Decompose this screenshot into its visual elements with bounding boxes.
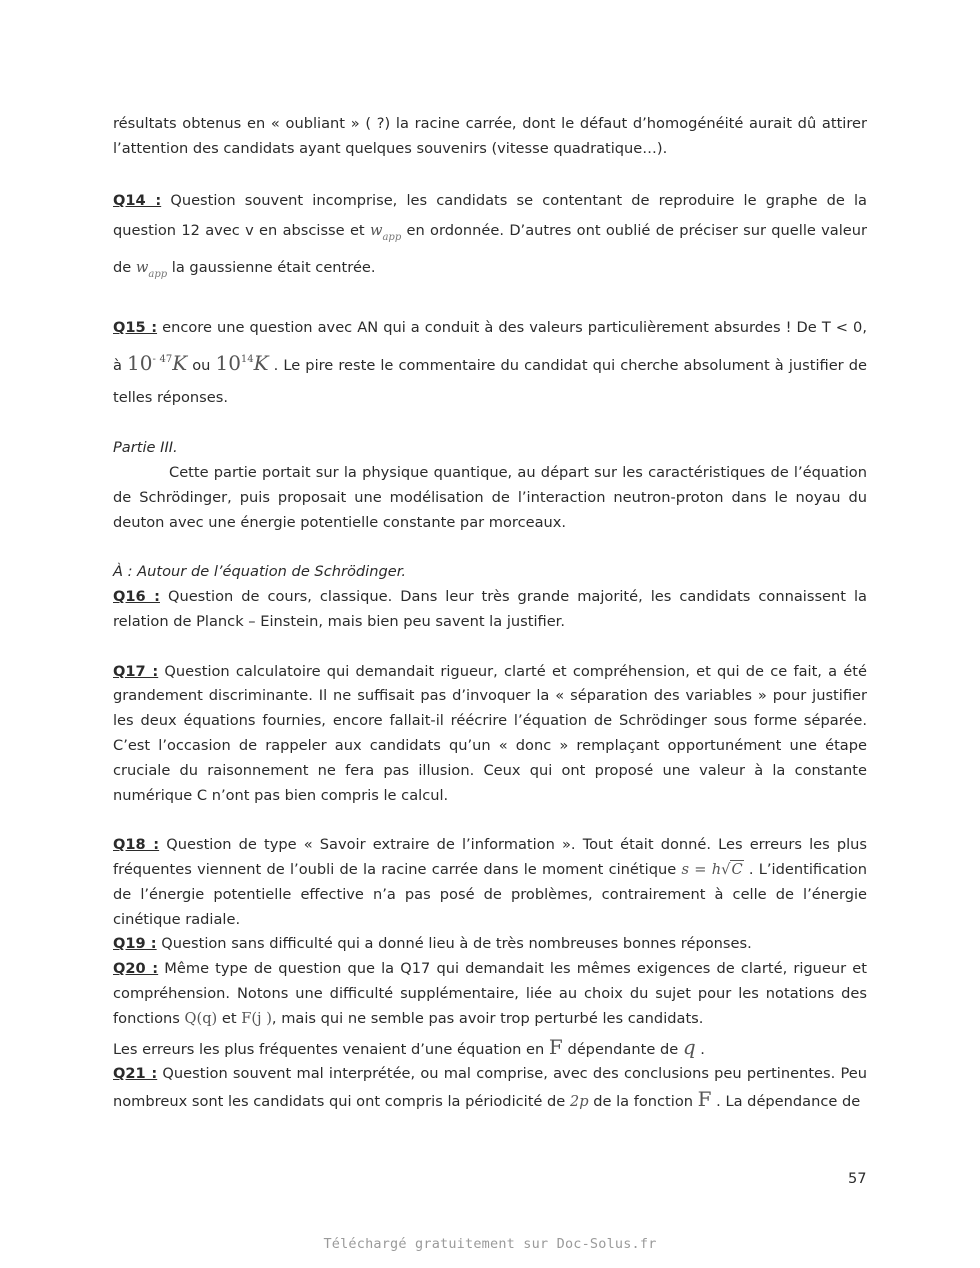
question-label-q15: Q15 : — [113, 319, 158, 337]
q17-text: Question calculatoire qui demandait rigueur, clarté et compréhension, et qui de ce fait, a été grandement discriminante. Il ne suffisait pas d’invoquer la « séparation des variables » pour justifier les deux équations fournies, encore fallait-il réécrire l’équation de Schrödinger sous forme séparée. C’est l’occasion de rappeler aux candidats qu’un « donc » remplaçant opportunément une étape cruciale du raisonnement ne fera pas illusion. Ceux qui ont proposé une valeur à la constante numérique C n’ont pas bien compris le calcul. — [113, 662, 867, 804]
formula-w-app-2: $w_{app}$ — [135, 259, 168, 281]
formula-s-h-sqrt-c: s = h√C — [681, 860, 743, 878]
question-label-q18: Q18 : — [113, 836, 160, 854]
paragraph-intro: résultats obtenus en « oubliant » ( ?) la racine carrée, dont le défaut d’homogénéité aurait dû attirer l’attention des candidats ayant quelques souvenirs (vitesse quadratique…). — [113, 115, 867, 157]
paragraph-errors — [113, 1035, 867, 1063]
page-number: 57 — [848, 1170, 867, 1187]
partie-title: Partie III. — [113, 439, 178, 457]
question-label-q16: Q16 : — [113, 588, 160, 606]
partie-intro: Cette partie portait sur la physique quantique, au départ sur les caractéristiques de l’équation de Schrödinger, puis proposait une modélisation de l’interaction neutron-proton dans le noyau du deuton avec une énergie potentielle constante par morceaux. — [113, 464, 867, 531]
document-body — [113, 112, 867, 1115]
q20-text-1: Même type de question que la Q17 qui demandait les mêmes exigences de clarté, rigueur et compréhension. Notons une difficulté supplémentaire, liée au choix du sujet pour les notations des fonctions — [113, 960, 867, 1027]
footer-watermark: Téléchargé gratuitement sur Doc-Solus.fr — [323, 1236, 657, 1252]
formula-f-phi: F(j ) — [241, 1009, 272, 1027]
paragraph-q19 — [113, 932, 867, 957]
q18-text-2: . L’identification de l’énergie potentielle effective n’a pas posé de problèmes, contrairement à celle de l’énergie cinétique radiale. — [113, 860, 867, 928]
question-label-q14: Q14 : — [113, 192, 162, 210]
paragraph-q16 — [113, 585, 867, 635]
errors-text-3: . — [695, 1040, 705, 1058]
formula-theta: q — [682, 1034, 696, 1059]
q16-text: Question de cours, classique. Dans leur très grande majorité, les candidats connaissent la relation de Planck – Einstein, mais bien peu savent la justifier. — [113, 588, 867, 630]
formula-phi: F — [548, 1034, 563, 1059]
q14-text-3: la gaussienne était centrée. — [171, 259, 376, 277]
errors-text-1: Les erreurs les plus fréquentes venaient d’une équation en — [113, 1040, 549, 1058]
q21-text-3: . La dépendance de — [711, 1093, 861, 1111]
q15-text-1: encore une question avec AN qui a conduit à des valeurs particulièrement absurdes ! De T < 0, à — [113, 319, 867, 375]
q14-text-2: en ordonnée. D’autres ont oublié de préciser sur quelle valeur de — [113, 222, 868, 277]
q20-text-2: , mais qui ne semble pas avoir trop perturbé les candidats. — [271, 1009, 704, 1027]
question-label-q21: Q21 : — [113, 1065, 158, 1083]
formula-q-theta: Q(q) — [184, 1009, 218, 1027]
paragraph-q17 — [113, 660, 867, 809]
formula-ten-minus-47: $10^{- 47}K$ — [127, 351, 188, 376]
paragraph-q20 — [113, 957, 867, 1031]
question-label-q20: Q20 : — [113, 960, 159, 978]
q15-text-2: . Le pire reste le commentaire du candidat qui cherche absolument à justifier de telles réponses. — [113, 357, 867, 407]
q21-text-1: Question souvent mal interprétée, ou mal comprise, avec des conclusions peu pertinentes. Peu nombreux sont les candidats qui ont compris la périodicité de — [113, 1065, 867, 1111]
paragraph-q18 — [113, 833, 867, 932]
formula-w-app: $w_{app}$ — [369, 222, 402, 244]
q18-text-1: Question de type « Savoir extraire de l’information ». Tout était donné. Les erreurs les plus fréquentes viennent de l’oubli de la racine carrée dans le moment cinétique — [113, 836, 867, 878]
formula-ten-14: $10^{14}K$ — [215, 351, 269, 376]
q15-or: ou — [187, 357, 216, 375]
paragraph-q15 — [113, 312, 867, 414]
paragraph-q14 — [113, 186, 867, 290]
paragraph-q21 — [113, 1062, 867, 1115]
section-a-title: À : Autour de l’équation de Schrödinger. — [113, 563, 407, 581]
q20-and: et — [217, 1009, 242, 1027]
q14-text-1: Question souvent incomprise, les candidats se contentant de reproduire le graphe de la question 12 avec v en abscisse et — [113, 192, 868, 240]
formula-2pi: 2p — [569, 1093, 589, 1111]
q21-text-2: de la fonction — [593, 1093, 698, 1111]
q19-text: Question sans difficulté qui a donné lieu à de très nombreuses bonnes réponses. — [156, 935, 752, 953]
formula-phi-2: F — [697, 1087, 712, 1112]
errors-text-2: dépendante de — [567, 1040, 683, 1058]
question-label-q19: Q19 : — [113, 935, 157, 953]
question-label-q17: Q17 : — [113, 662, 159, 680]
